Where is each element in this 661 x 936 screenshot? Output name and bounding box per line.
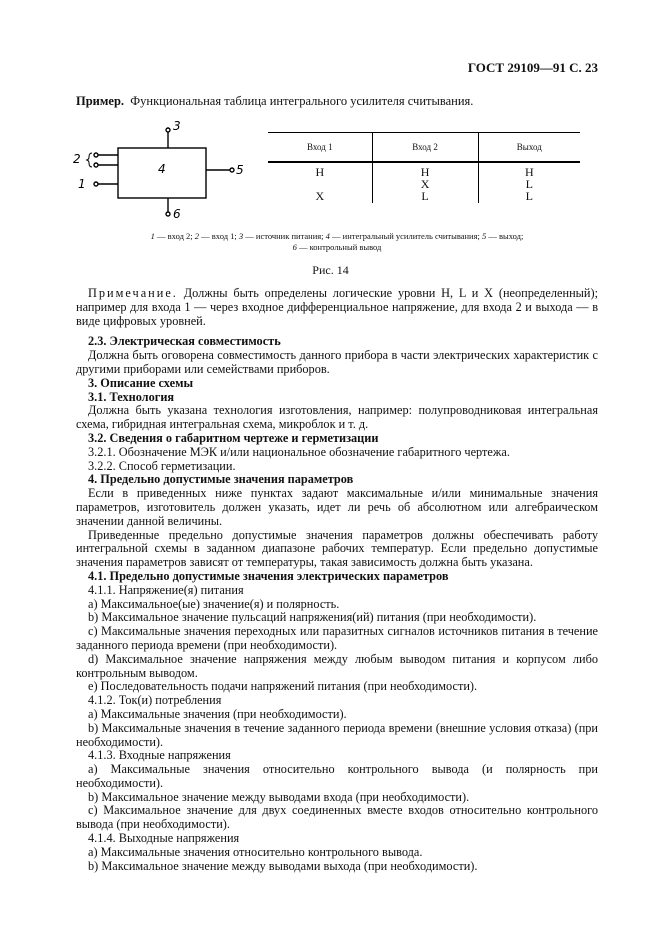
paragraph: Должна быть указана технология изготовления, например: полупроводниковая интегральная схема, гибридная интегральная схема, микроблок и т. д. <box>76 403 598 432</box>
paragraph: c) Максимальные значения переходных или паразитных сигналов источников питания в течение заданного периода времени (при необходимости). <box>76 624 598 652</box>
page-header: ГОСТ 29109—91 С. 23 <box>467 60 598 75</box>
section-heading: 4. Предельно допустимые значения параметров <box>88 472 354 487</box>
header-input-1: Вход 1 <box>268 133 372 163</box>
pin-2-label: 2 <box>73 152 81 166</box>
document-body <box>76 287 598 873</box>
paragraph: 3.2.2. Способ герметизации. <box>88 458 236 473</box>
paragraph: 4.1.4. Выходные напряжения <box>88 831 240 846</box>
pin-6-label: 6 <box>173 207 181 221</box>
paragraph: c) Максимальное значение для двух соединенных вместе входов относительно контрольного вывода (при необходимости). <box>76 803 598 832</box>
header-input-2: Вход 2 <box>372 133 478 163</box>
paragraph: a) Максимальные значения (при необходимости). <box>88 706 347 721</box>
paragraph: 4.1.3. Входные напряжения <box>88 748 231 763</box>
paragraph: b) Максимальное значение между выводами входа (при необходимости). <box>88 789 470 804</box>
figure-legend: 1 — вход 2; 2 — вход 1; 3 — источник питания; 4 — интегральный усилитель считывания; 5 — выход; 6 — контрольный вывод <box>150 231 524 252</box>
pin-3-label: 3 <box>173 119 181 133</box>
pin-5-label: 5 <box>236 163 244 177</box>
paragraph: a) Максимальное(ые) значение(я) и полярность. <box>88 596 340 611</box>
paragraph: Если в приведенных ниже пунктах задают максимальные и/или минимальные значения параметров, изготовитель должен указать, идет ли речь об абсолютном или алгебраическом значении данной величины. <box>76 486 598 528</box>
table-cell: H X L <box>372 162 478 203</box>
paragraph: d) Максимальное значение напряжения между любым выводом питания и корпусом либо контрольным выводом. <box>76 651 598 680</box>
paragraph: Должна быть оговорена совместимость данного прибора в части электрических характеристик с другими приборами или семействами приборов. <box>76 348 598 376</box>
section-heading: 3.1. Технология <box>88 389 175 404</box>
section-heading: 2.3. Электрическая совместимость <box>88 334 281 349</box>
circuit-diagram <box>70 115 260 225</box>
function-table <box>268 132 580 203</box>
figure-caption: Рис. 14 <box>312 263 349 277</box>
section-heading: 4.1. Предельно допустимые значения электрических параметров <box>88 568 449 583</box>
section-heading: 3. Описание схемы <box>88 375 194 390</box>
note-paragraph: Примечание. Должны быть определены логические уровни H, L и X (неопределенный); например для входа 1 — через входное дифференциальное напряжение, для входа 2 и выхода — в виде цифровых уровней. <box>76 286 598 328</box>
block-label: 4 <box>158 162 166 176</box>
paragraph: a) Максимальные значения относительно контрольного вывода. <box>88 844 423 859</box>
paragraph: 4.1.1. Напряжение(я) питания <box>88 582 244 597</box>
paragraph: a) Максимальные значения относительно контрольного вывода (и полярность при необходимости). <box>76 762 598 790</box>
paragraph: e) Последовательность подачи напряжений питания (при необходимости). <box>88 679 478 694</box>
paragraph: b) Максимальное значение между выводами выхода (при необходимости). <box>88 858 478 873</box>
paragraph: b) Максимальные значения в течение заданного периода времени (внешние условия отказа) (при необходимости). <box>76 720 598 749</box>
table-cell: H L L <box>478 162 580 203</box>
header-output: Выход <box>478 133 580 163</box>
paragraph: 3.2.1. Обозначение МЭК и/или национальное обозначение габаритного чертежа. <box>88 444 510 459</box>
paragraph: Приведенные предельно допустимые значения параметров должны обеспечивать работу интегральной схемы в заданном диапазоне рабочих температур. Если предельно допустимые значения параметров зависят от температуры, такая зависимость должна быть указана. <box>76 527 598 570</box>
example-line <box>76 94 473 109</box>
paragraph: 4.1.2. Ток(и) потребления <box>88 693 222 708</box>
table-cell: H X <box>315 165 325 203</box>
section-heading: 3.2. Сведения о габаритном чертеже и герметизации <box>88 430 379 445</box>
example-label: Пример. <box>76 94 125 108</box>
example-text: Функциональная таблица интегрального усилителя считывания. <box>130 94 474 108</box>
paragraph: b) Максимальное значение пульсаций напряжения(ий) питания (при необходимости). <box>88 610 537 625</box>
pin-1-label: 1 <box>78 177 86 191</box>
